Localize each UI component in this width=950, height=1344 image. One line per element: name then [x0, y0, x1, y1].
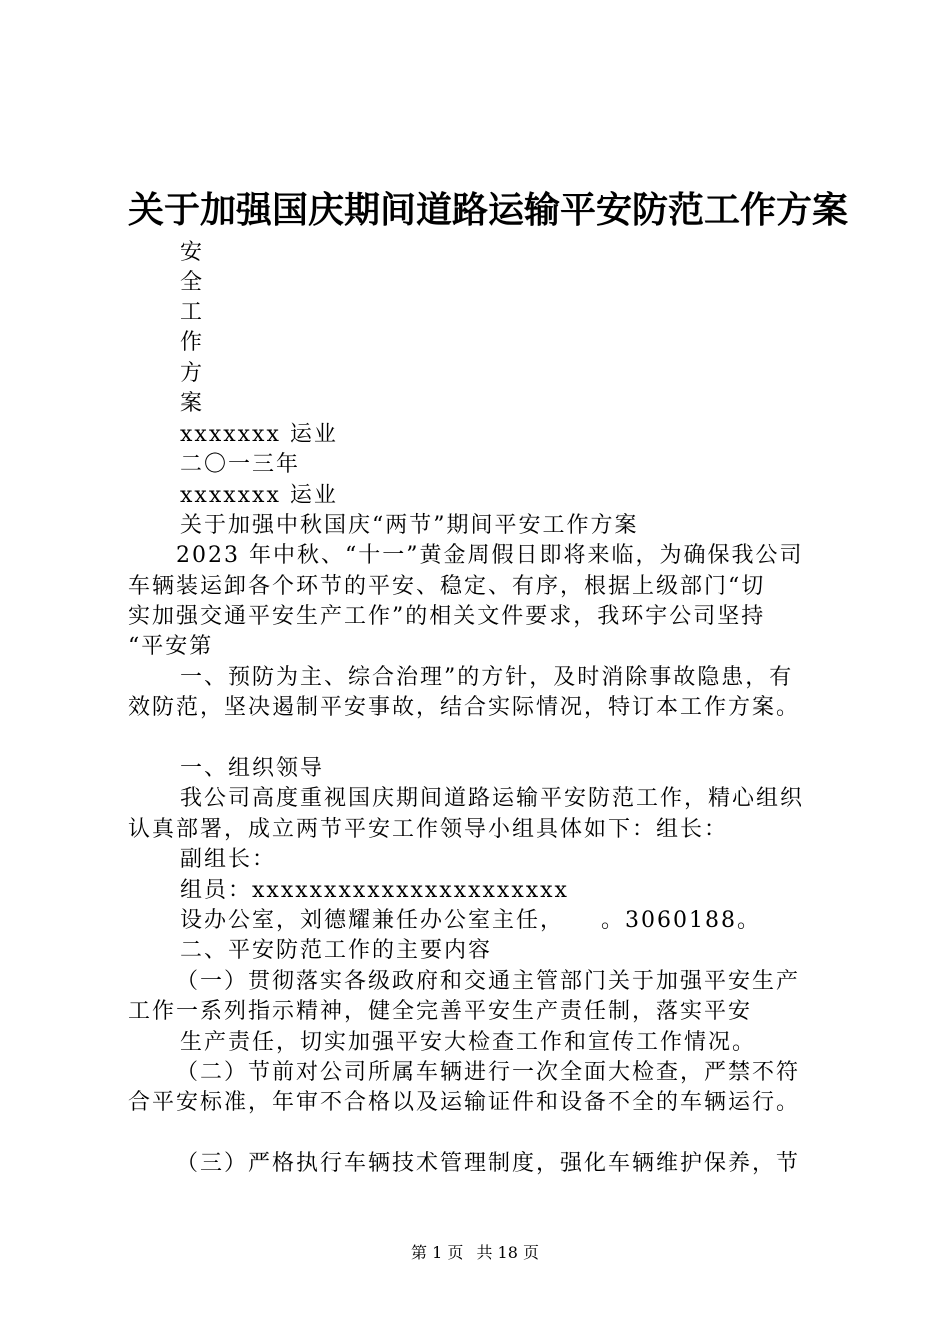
- paragraph-line: 一、预防为主、综合治理”的方针，及时消除事故隐患，有: [180, 665, 794, 690]
- vertical-char: 全: [180, 270, 203, 295]
- section-heading: 二、平安防范工作的主要内容: [180, 938, 493, 963]
- paragraph-line: 组员：xxxxxxxxxxxxxxxxxxxxxx: [180, 878, 569, 903]
- paragraph-line: 2023 年中秋、“十一”黄金周假日即将来临，为确保我公司: [176, 543, 804, 568]
- paragraph-line: （一）贯彻落实各级政府和交通主管部门关于加强平安生产: [176, 969, 801, 994]
- paragraph-line: 生产责任，切实加强平安大检查工作和宣传工作情况。: [180, 1030, 757, 1055]
- vertical-char: 工: [180, 300, 203, 325]
- paragraph-line: 设办公室，刘德耀兼任办公室主任， 。3060188。: [180, 908, 761, 933]
- paragraph-line: 我公司高度重视国庆期间道路运输平安防范工作，精心组织: [180, 786, 805, 811]
- paragraph-line: 认真部署，成立两节平安工作领导小组具体如下：组长：: [128, 817, 729, 842]
- vertical-char: 安: [180, 240, 203, 265]
- paragraph-line: 效防范，坚决遏制平安事故，结合实际情况，特订本工作方案。: [128, 695, 801, 720]
- paragraph-line: 实加强交通平安生产工作”的相关文件要求，我环宇公司坚持: [128, 604, 766, 629]
- paragraph-line: “平安第: [128, 634, 214, 659]
- document-date: 二〇一三年: [180, 452, 301, 477]
- paragraph-line: （二）节前对公司所属车辆进行一次全面大检查，严禁不符: [176, 1060, 801, 1085]
- paragraph-line: 副组长：: [180, 847, 277, 872]
- vertical-char: 方: [180, 361, 203, 386]
- page-footer: [0, 1242, 950, 1264]
- section-heading: 一、组织领导: [180, 756, 325, 781]
- document-title: 关于加强国庆期间道路运输平安防范工作方案: [128, 189, 849, 231]
- page-total: 共 18 页: [476, 1243, 539, 1262]
- paragraph-line: 车辆装运卸各个环节的平安、稳定、有序，根据上级部门“切: [128, 574, 766, 599]
- paragraph-line: （三）严格执行车辆技术管理制度，强化车辆维护保养，节: [176, 1151, 801, 1176]
- section-heading: 关于加强中秋国庆“两节”期间平安工作方案: [180, 513, 639, 538]
- paragraph-line: 工作一系列指示精神，健全完善平安生产责任制，落实平安: [128, 999, 753, 1024]
- page-number: 第 1 页: [411, 1243, 464, 1262]
- paragraph-line: 合平安标准，年审不合格以及运输证件和设备不全的车辆运行。: [128, 1090, 801, 1115]
- vertical-char: 案: [180, 391, 203, 416]
- company-name: xxxxxxx 运业: [180, 422, 338, 447]
- company-name: xxxxxxx 运业: [180, 483, 338, 508]
- vertical-char: 作: [180, 330, 203, 355]
